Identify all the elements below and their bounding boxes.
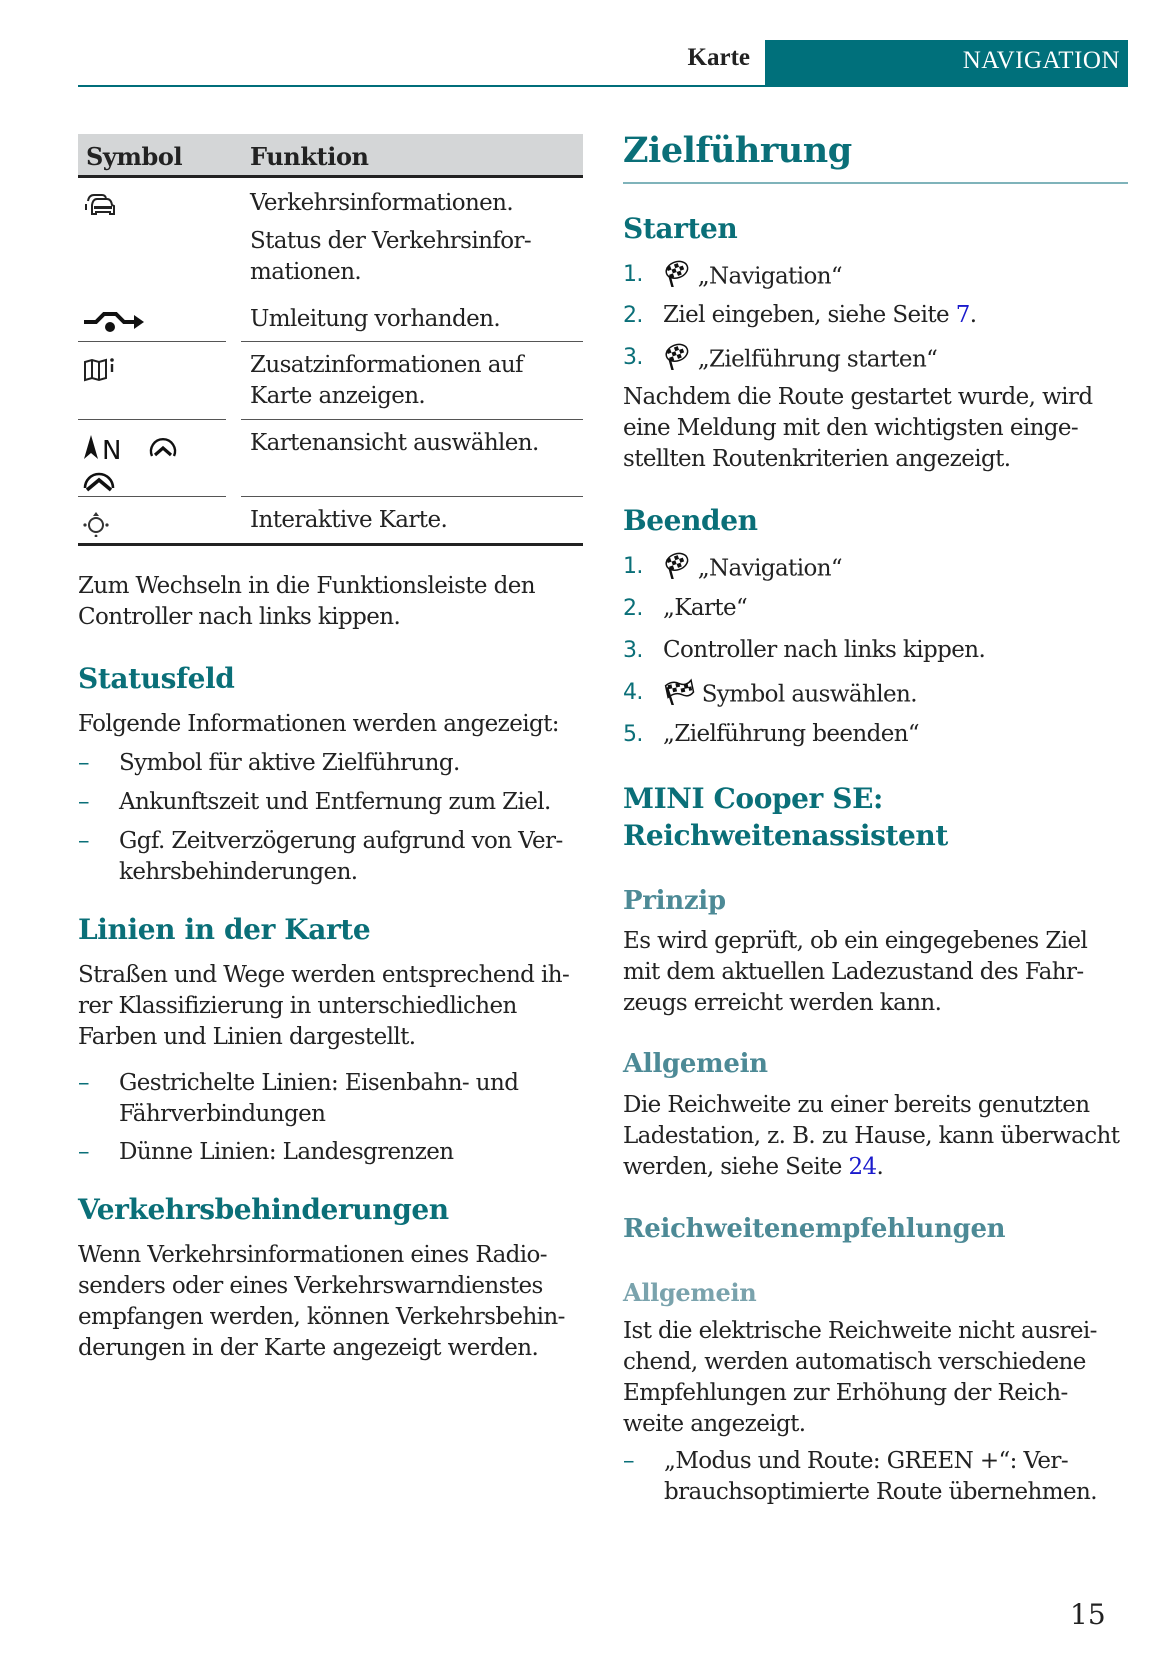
bullet-dash: – <box>623 1448 634 1474</box>
step-item <box>623 635 1128 666</box>
row-function-text: Umleitung vorhanden. <box>250 306 501 332</box>
step-text: „Navigation“ <box>697 555 843 582</box>
text-fragment: werden, siehe Seite <box>623 1154 849 1180</box>
function-line: Zusatzinformationen auf <box>250 352 523 378</box>
text-line: empfangen werden, können Verkehrsbehin- <box>78 1304 565 1330</box>
title-line: MINI Cooper SE: <box>623 782 883 815</box>
table-bottom-rule <box>78 543 583 546</box>
empfehlungen-text <box>623 1316 1143 1440</box>
text-line: zeugs erreicht werden kann. <box>623 990 942 1016</box>
step-number: 2. <box>623 303 643 328</box>
bullet-dash: – <box>78 1139 89 1165</box>
bullet-dash: – <box>78 789 89 815</box>
row-function-text <box>250 350 580 412</box>
step-text: „Karte“ <box>663 595 748 621</box>
section-title-linien: Linien in der Karte <box>78 913 371 946</box>
checkered-flag-active-icon <box>663 677 695 714</box>
step-item <box>623 719 1128 750</box>
step-item <box>623 300 1128 331</box>
list-item <box>623 1446 1143 1508</box>
text-line: Fährverbindungen <box>119 1101 326 1127</box>
function-line: Verkehrsinformationen. <box>250 190 514 216</box>
list-item <box>78 787 598 818</box>
page-number: 15 <box>1070 1598 1106 1631</box>
text-line: Es wird geprüft, ob ein eingegebenes Ziel <box>623 928 1088 954</box>
text-line: Controller nach links kippen. <box>78 604 401 630</box>
section-title-verkehrsbehinderungen: Verkehrsbehinderungen <box>78 1193 449 1226</box>
row-function-text <box>250 188 580 288</box>
subsection-title-starten: Starten <box>623 212 738 245</box>
list-item-text: Symbol für aktive Zielführung. <box>119 750 460 776</box>
row-divider <box>241 341 583 342</box>
text-line: Wenn Verkehrsinformationen eines Radio- <box>78 1242 547 1268</box>
step-content <box>663 551 842 588</box>
table-header-symbol: Symbol <box>86 142 183 171</box>
subsubsection-title-allgemein: Allgemein <box>623 1278 757 1307</box>
step-number: 3. <box>623 345 643 370</box>
header-chapter-title: NAVIGATION <box>962 47 1120 74</box>
step-number: 4. <box>623 680 643 705</box>
function-line: Karte anzeigen. <box>250 383 426 409</box>
step-item <box>623 677 1128 708</box>
step-text: „Zielführung beenden“ <box>663 721 920 747</box>
svg-text:N: N <box>102 436 122 462</box>
symbol-table <box>78 134 583 533</box>
bullet-dash: – <box>78 750 89 776</box>
text-line: Ladestation, z. B. zu Hause, kann überwacht <box>623 1123 1120 1149</box>
statusfeld-intro: Folgende Informationen werden angezeigt: <box>78 711 559 737</box>
row-divider <box>241 496 583 497</box>
list-item-text <box>119 826 589 888</box>
step-content <box>663 259 842 296</box>
page-link[interactable]: 24 <box>848 1154 877 1180</box>
list-item <box>78 748 598 779</box>
text-line: mit dem aktuellen Ladezustand des Fahr- <box>623 959 1084 985</box>
step-number: 1. <box>623 554 643 579</box>
map-info-icon <box>82 356 116 386</box>
step-content <box>663 677 917 714</box>
step-text-end: . <box>969 302 977 328</box>
page-section-title: Zielführung <box>623 130 852 171</box>
header-rule <box>78 85 765 87</box>
text-line: Straßen und Wege werden entsprechend ih- <box>78 962 570 988</box>
row-function-text: Kartenansicht auswählen. <box>250 430 539 456</box>
step-item <box>623 259 1128 290</box>
step-text: „Zielführung starten“ <box>697 346 938 373</box>
section-title-statusfeld: Statusfeld <box>78 662 235 695</box>
subsection-title-reichweitenempfehlungen: Reichweitenempfehlungen <box>623 1214 1006 1244</box>
text-line: Ggf. Zeitverzögerung aufgrund von Ver- <box>119 828 563 854</box>
north-up-icon <box>82 432 126 466</box>
subsection-title-prinzip: Prinzip <box>623 886 726 916</box>
text-line: eine Meldung mit den wichtigsten einge- <box>623 415 1079 441</box>
title-rule <box>623 182 1128 184</box>
step-number: 1. <box>623 262 643 287</box>
header-chapter-bar <box>765 40 1128 87</box>
perspective-icon <box>82 464 116 498</box>
text-line: Zum Wechseln in die Funktionsleiste den <box>78 573 535 599</box>
bullet-dash: – <box>78 1070 89 1096</box>
step-text: Ziel eingeben, siehe Seite <box>663 302 956 328</box>
text-line: rer Klassifizierung in unterschiedlichen <box>78 993 517 1019</box>
function-bar-note <box>78 571 588 633</box>
text-line: Nachdem die Route gestartet wurde, wird <box>623 384 1093 410</box>
step-content <box>663 342 937 379</box>
step-text: „Navigation“ <box>697 263 843 290</box>
list-item-text: Dünne Linien: Landesgrenzen <box>119 1139 454 1165</box>
subsection-title-beenden: Beenden <box>623 504 758 537</box>
step-text: Controller nach links kippen. <box>663 637 986 663</box>
header-section-title: Karte <box>687 44 750 71</box>
checkered-flag-icon <box>663 259 691 296</box>
step-number: 3. <box>623 638 643 663</box>
function-line: Status der Verkehrsinfor- <box>250 228 532 254</box>
text-line: Empfehlungen zur Erhöhung der Reich- <box>623 1380 1068 1406</box>
title-line: Reichweitenassistent <box>623 819 948 852</box>
text-line: weite angezeigt. <box>623 1411 806 1437</box>
checkered-flag-icon <box>663 551 691 588</box>
text-line: stellten Routenkriterien angezeigt. <box>623 446 1011 472</box>
prinzip-text <box>623 926 1133 1019</box>
linien-text <box>78 960 598 1053</box>
step-item <box>623 593 1128 624</box>
list-item <box>78 1137 598 1168</box>
starten-note <box>623 382 1133 475</box>
text-line: kehrsbehinderungen. <box>119 859 358 885</box>
section-title-reichweitenassistent <box>623 780 948 854</box>
row-divider <box>78 419 226 420</box>
text-line: derungen in der Karte angezeigt werden. <box>78 1335 539 1361</box>
detour-icon <box>82 308 146 340</box>
checkered-flag-icon <box>663 342 691 379</box>
verkehr-text <box>78 1240 598 1364</box>
page-link[interactable]: 7 <box>955 302 970 328</box>
list-item-text: Ankunftszeit und Entfernung zum Ziel. <box>119 789 551 815</box>
text-line: Die Reichweite zu einer bereits genutzten <box>623 1092 1090 1118</box>
step-number: 2. <box>623 596 643 621</box>
text-line: senders oder eines Verkehrswarndienstes <box>78 1273 543 1299</box>
subsection-title-allgemein: Allgemein <box>623 1049 768 1079</box>
text-fragment: . <box>876 1154 884 1180</box>
text-line: Gestrichelte Linien: Eisenbahn- und <box>119 1070 519 1096</box>
row-divider <box>78 341 226 342</box>
list-item <box>78 1068 598 1130</box>
heading-up-icon <box>148 434 178 466</box>
text-line: brauchsoptimierte Route übernehmen. <box>664 1479 1097 1505</box>
row-divider <box>241 419 583 420</box>
bullet-dash: – <box>78 828 89 854</box>
text-line: Ist die elektrische Reichweite nicht ausrei- <box>623 1318 1097 1344</box>
step-content <box>663 300 976 331</box>
row-divider <box>78 496 226 497</box>
text-line: Farben und Linien dargestellt. <box>78 1024 416 1050</box>
list-item <box>78 826 598 888</box>
step-text: Symbol auswählen. <box>701 681 917 708</box>
function-line: mationen. <box>250 259 362 285</box>
allgemein-text <box>623 1090 1143 1183</box>
step-item <box>623 551 1128 582</box>
step-item <box>623 342 1128 373</box>
traffic-cars-icon <box>82 192 118 222</box>
table-header-function: Funktion <box>250 142 369 171</box>
text-line: chend, werden automatisch verschiedene <box>623 1349 1086 1375</box>
list-item-text <box>119 1068 589 1130</box>
table-header <box>78 134 583 178</box>
step-number: 5. <box>623 722 643 747</box>
text-line: „Modus und Route: GREEN +“: Ver- <box>664 1448 1068 1474</box>
text-line <box>623 1152 1143 1183</box>
interactive-map-icon <box>82 511 110 541</box>
row-function-text: Interaktive Karte. <box>250 507 448 533</box>
list-item-text <box>664 1446 1134 1508</box>
